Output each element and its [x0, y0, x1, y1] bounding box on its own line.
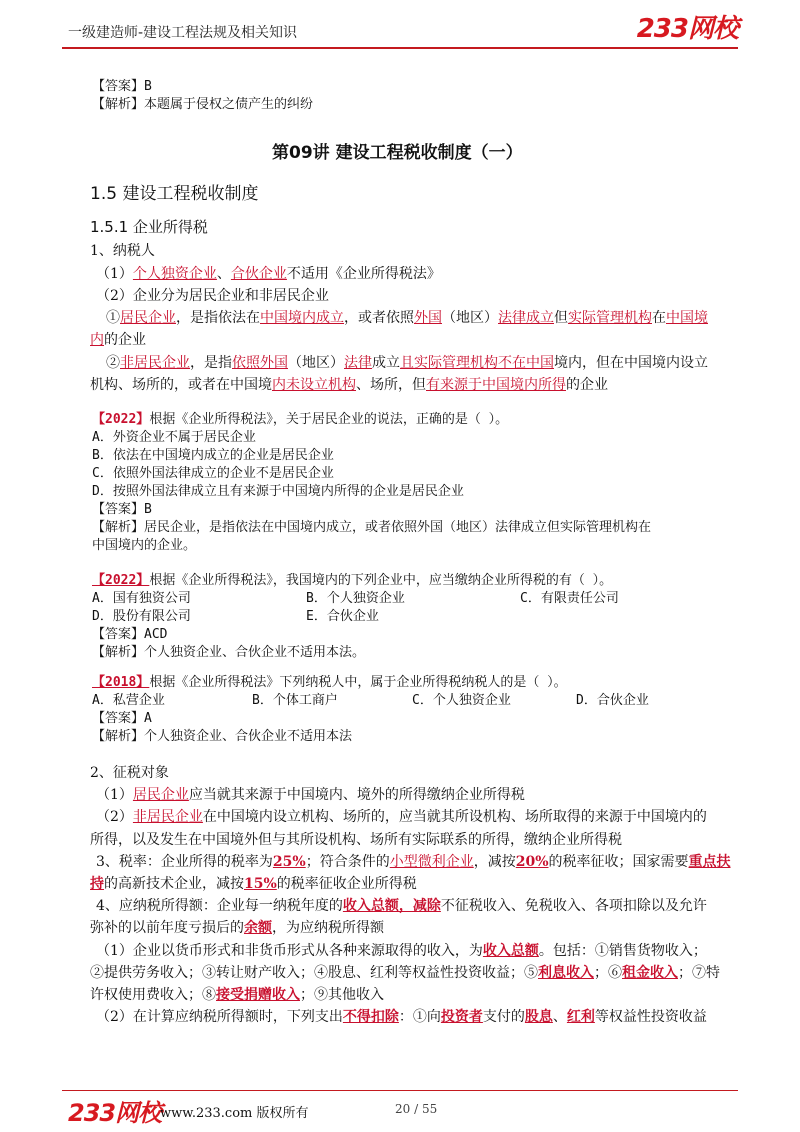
- option: C．依照外国法律成立的企业不是居民企业: [92, 466, 334, 481]
- option: D．合伙企业: [576, 693, 649, 708]
- option: A．国有独资公司: [92, 591, 191, 606]
- section-heading: 1.5 建设工程税收制度: [90, 184, 259, 204]
- para-line: （1）个人独资企业、合伙企业不适用《企业所得税法》: [96, 266, 441, 282]
- para-line: ②非居民企业，是指依照外国（地区）法律成立且实际管理机构不在中国境内，但在中国境内设立: [106, 355, 708, 371]
- option: C．个人独资企业: [412, 693, 511, 708]
- prev-analysis: 【解析】本题属于侵权之债产生的纠纷: [92, 97, 314, 112]
- option: E．合伙企业: [306, 609, 379, 624]
- option: D．股份有限公司: [92, 609, 191, 624]
- header-divider: [62, 47, 738, 49]
- prev-answer: 【答案】B: [92, 79, 152, 94]
- para-line: （2）非居民企业在中国境内设立机构、场所的，应当就其所设机构、场所取得的来源于中国境内的: [96, 809, 707, 825]
- para-line: 内的企业: [90, 332, 146, 348]
- option: A．外资企业不属于居民企业: [92, 430, 256, 445]
- option: D．按照外国法律成立且有来源于中国境内所得的企业是居民企业: [92, 484, 464, 499]
- analysis: 【解析】个人独资企业、合伙企业不适用本法。: [92, 645, 366, 660]
- document-header-title: 一级建造师-建设工程法规及相关知识: [68, 25, 298, 41]
- question-stem: 【2022】根据《企业所得税法》，关于居民企业的说法，正确的是（ ）。: [92, 412, 509, 427]
- brand-logo: 233网校: [636, 14, 738, 44]
- analysis: 【解析】个人独资企业、合伙企业不适用本法: [92, 729, 353, 744]
- option: B．个人独资企业: [306, 591, 405, 606]
- taxpayer-heading: 1、纳税人: [90, 243, 155, 259]
- para-line: 持的高新技术企业，减按15%的税率征收企业所得税: [90, 876, 417, 892]
- para-line: （1）企业以货币形式和非货币形式从各种来源取得的收入，为收入总额。包括：①销售货物收入；: [96, 943, 707, 959]
- page-number: 20 / 55: [395, 1102, 438, 1116]
- option: C．有限责任公司: [520, 591, 619, 606]
- option: B．依法在中国境内成立的企业是居民企业: [92, 448, 334, 463]
- para-line: ②提供劳务收入；③转让财产收入；④股息、红利等权益性投资收益；⑤利息收入；⑥租金收入；⑦特: [90, 965, 720, 981]
- question-stem: 【2018】根据《企业所得税法》下列纳税人中，属于企业所得税纳税人的是（ ）。: [92, 675, 567, 690]
- answer: 【答案】B: [92, 502, 152, 517]
- footer-divider: [62, 1090, 738, 1091]
- footer-site: www.233.com 版权所有: [160, 1106, 309, 1121]
- footer-logo: 233网校: [68, 1099, 162, 1127]
- lecture-title: 第09讲 建设工程税收制度（一）: [272, 143, 523, 163]
- para-line: 机构、场所的，或者在中国境内未设立机构、场所，但有来源于中国境内所得的企业: [90, 377, 608, 393]
- para-line: （1）居民企业应当就其来源于中国境内、境外的所得缴纳企业所得税: [96, 787, 525, 803]
- answer: 【答案】ACD: [92, 627, 168, 642]
- para-line: 许权使用费收入；⑧接受捐赠收入；⑨其他收入: [90, 987, 384, 1003]
- para-line: 弥补的以前年度亏损后的余额，为应纳税所得额: [90, 920, 384, 936]
- option: A．私营企业: [92, 693, 165, 708]
- analysis: 中国境内的企业。: [92, 538, 197, 553]
- para-line: （2）在计算应纳税所得额时，下列支出不得扣除：①向投资者支付的股息、红利等权益性投资收益: [96, 1009, 707, 1025]
- option: B．个体工商户: [252, 693, 338, 708]
- tax-object-heading: 2、征税对象: [90, 765, 169, 781]
- subsection-heading: 1.5.1 企业所得税: [90, 218, 208, 236]
- analysis: 【解析】居民企业，是指依法在中国境内成立，或者依照外国（地区）法律成立但实际管理机构在: [92, 520, 652, 535]
- para-line: （2）企业分为居民企业和非居民企业: [96, 288, 329, 304]
- answer: 【答案】A: [92, 711, 152, 726]
- question-stem: 【2022】根据《企业所得税法》，我国境内的下列企业中，应当缴纳企业所得税的有（ ）。: [92, 573, 613, 588]
- para-line: 3、税率：企业所得的税率为25%；符合条件的小型微利企业，减按20%的税率征收；国家需要重点扶: [96, 854, 731, 870]
- para-line: 4、应纳税所得额：企业每一纳税年度的收入总额，减除不征税收入、免税收入、各项扣除以及允许: [96, 898, 707, 914]
- para-line: ①居民企业，是指依法在中国境内成立，或者依照外国（地区）法律成立但实际管理机构在中国境: [106, 310, 708, 326]
- para-line: 所得，以及发生在中国境外但与其所设机构、场所有实际联系的所得，缴纳企业所得税: [90, 832, 622, 848]
